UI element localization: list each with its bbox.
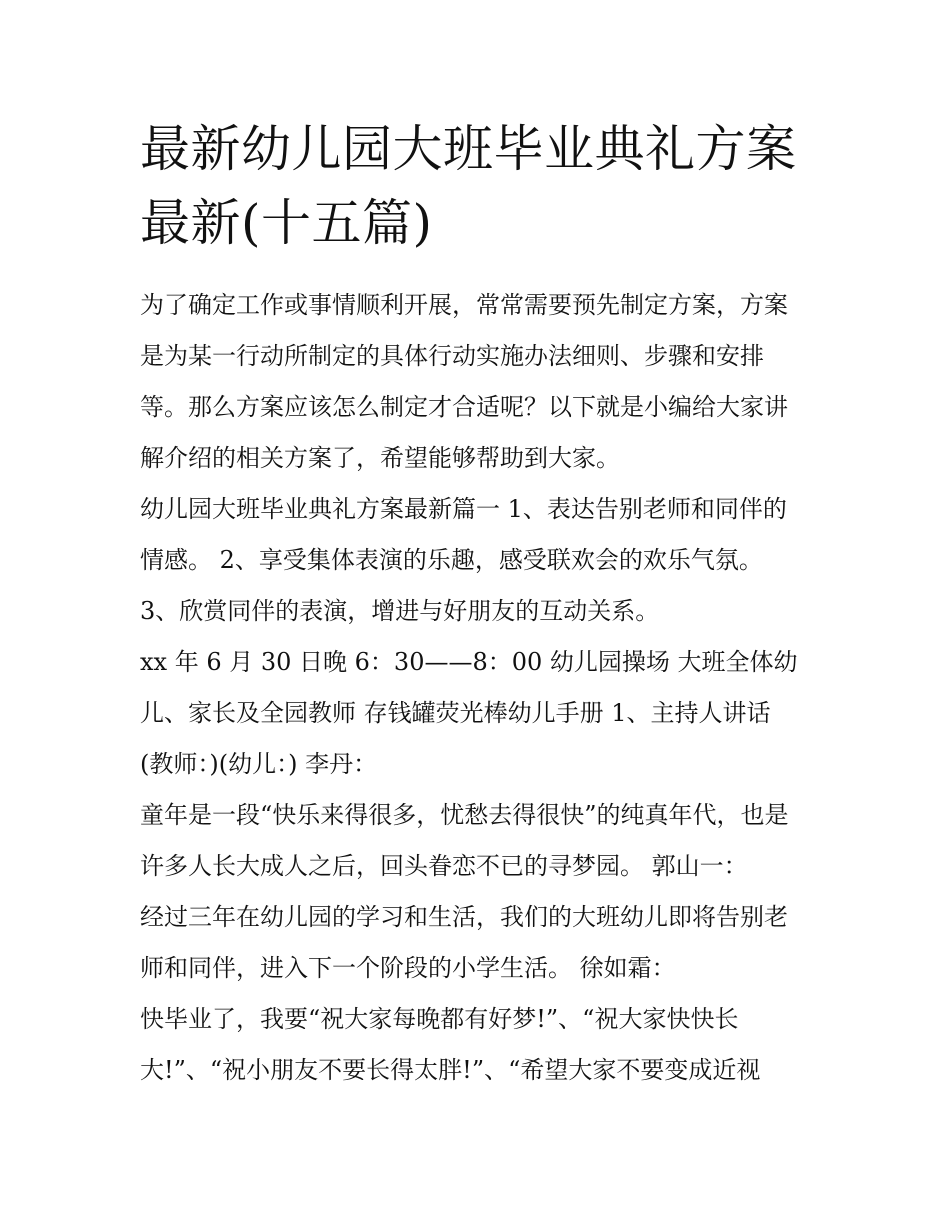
body-line: xx 年 6 月 30 日晚 6：30——8：00 幼儿园操场 大班全体幼	[140, 648, 798, 676]
body-line: 经过三年在幼儿园的学习和生活，我们的大班幼儿即将告别老	[140, 903, 788, 931]
document-body	[140, 280, 830, 1096]
document-title	[140, 112, 830, 260]
body-line: 师和同伴，进入下一个阶段的小学生活。 徐如霜：	[140, 954, 676, 982]
body-line: 快毕业了，我要“祝大家每晚都有好梦!”、“祝大家快快长	[140, 1005, 739, 1033]
body-line: 情感。 2、享受集体表演的乐趣，感受联欢会的欢乐气氛。	[140, 546, 763, 574]
body-line: 大!”、“祝小朋友不要长得太胖!”、“希望大家不要变成近视	[140, 1056, 761, 1084]
body-line: 儿、家长及全园教师 存钱罐荧光棒幼儿手册 1、主持人讲话	[140, 699, 771, 727]
title-line-1: 最新幼儿园大班毕业典礼方案	[140, 120, 797, 178]
body-line: 幼儿园大班毕业典礼方案最新篇一 1、表达告别老师和同伴的	[140, 495, 787, 523]
body-line: 等。那么方案应该怎么制定才合适呢？以下就是小编给大家讲	[140, 393, 788, 421]
body-line: (教师：)(幼儿：) 李丹：	[140, 750, 378, 778]
body-line: 解介绍的相关方案了，希望能够帮助到大家。	[140, 444, 620, 472]
body-line: 童年是一段“快乐来得很多，忧愁去得很快”的纯真年代，也是	[140, 801, 789, 829]
body-line: 许多人长大成人之后，回头眷恋不已的寻梦园。 郭山一：	[140, 852, 748, 880]
body-line: 是为某一行动所制定的具体行动实施办法细则、步骤和安排	[140, 342, 764, 370]
body-line: 3、欣赏同伴的表演，增进与好朋友的互动关系。	[140, 597, 660, 625]
title-line-2: 最新(十五篇)	[140, 194, 433, 252]
body-line: 为了确定工作或事情顺利开展，常常需要预先制定方案，方案	[140, 291, 788, 319]
